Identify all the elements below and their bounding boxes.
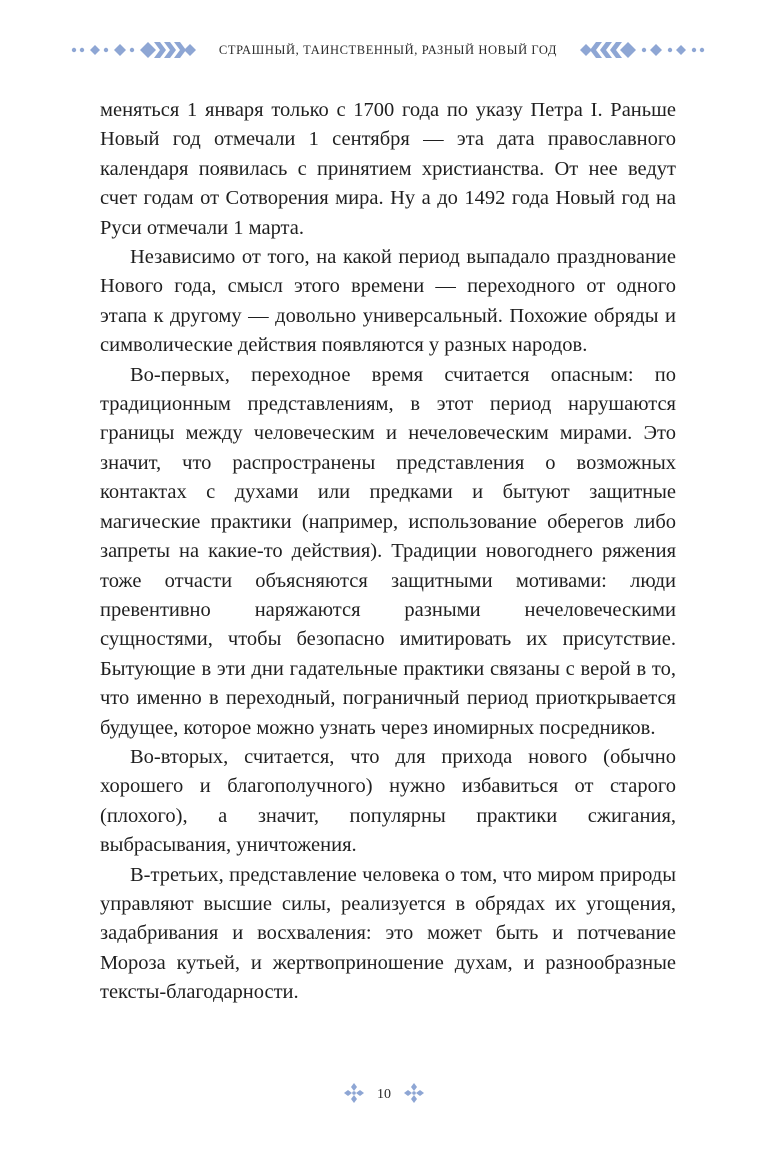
paragraph-2: Независимо от того, на какой период выпадало празднование Нового года, смысл этого времени — переходного от одного этапа к другому — довольно универсальный. Похожие обряды и символические действия появляются у разных народов.	[100, 246, 676, 357]
paragraph-5: В-третьих, представление человека о том, что миром природы управляют высшие силы, реализуется в обрядах их угощения, задабривания и восхваления: это может быть и потчевание Мороза кутьей, и жертвоприношение духам, и разнообразные тексты-благодарности.	[100, 863, 676, 1004]
running-header	[70, 36, 706, 64]
running-title: СТРАШНЫЙ, ТАИНСТВЕННЫЙ, РАЗНЫЙ НОВЫЙ ГОД	[218, 42, 558, 57]
main-text	[100, 96, 676, 1008]
folk-ornament-left-icon	[70, 36, 200, 64]
page-number: 10	[377, 1087, 391, 1102]
snowflake-ornament-icon	[343, 1082, 365, 1109]
snowflake-ornament-icon	[403, 1082, 425, 1109]
folk-ornament-right-icon	[576, 36, 706, 64]
paragraph-3: Во-первых, переходное время считается опасным: по традиционным представлениям, в этот период нарушаются границы между человеческим и нечеловеческим мирами. Это значит, что распространены представления о возможных контактах с духами или предками и бытуют защитные магические практики (например, использование оберегов либо запреты на какие-то действия). Традиции новогоднего ряжения тоже отчасти объясняются защитными мотивами: люди превентивно наряжаются разными нечеловеческими сущностями, чтобы безопасно имитировать их присутствие. Бытующие в эти дни гадательные практики связаны с верой в то, что именно в переходный, пограничный период приоткрывается будущее, которое можно узнать через иномирных посредников.	[100, 363, 676, 739]
page-footer	[0, 1080, 768, 1110]
paragraph-4: Во-вторых, считается, что для прихода нового (обычно хорошего и благополучного) нужно избавиться от старого (плохого), а значит, популярны практики сжигания, выбрасывания, уничтожения.	[100, 745, 676, 857]
paragraph-1: меняться 1 января только с 1700 года по указу Петра I. Раньше Новый год отмечали 1 сентября — эта дата православного календаря появилась с принятием христианства. От нее ведут счет годам от Сотворения мира. Ну а до 1492 года Новый год на Руси отмечали 1 марта.	[100, 99, 676, 239]
